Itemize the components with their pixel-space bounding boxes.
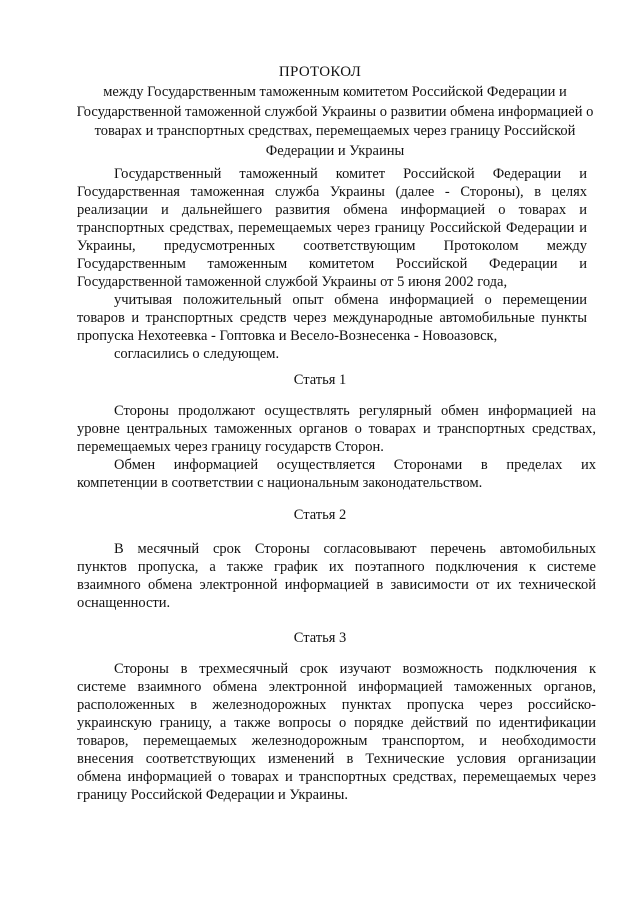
article-1-heading: Статья 1: [293, 372, 347, 388]
preamble-line: согласились о следующем.: [114, 346, 280, 362]
article-3-line: товаров, перемещаемых железнодорожным транспортом, и необходимости: [77, 733, 596, 749]
article-1-line: перемещаемых через границу государств Сторон.: [77, 439, 384, 455]
article-3-line: украинскую границу, а также вопросы о порядке действий по идентификации: [77, 715, 596, 731]
article-3-heading: Статья 3: [293, 630, 347, 646]
article-3-line: расположенных в железнодорожных пунктах пропуска через российско-: [77, 697, 596, 713]
article-3-line: Стороны в трехмесячный срок изучают возможность подключения к: [114, 661, 596, 677]
preamble-line: Государственный таможенный комитет Российской Федерации и: [114, 166, 587, 182]
article-2-line: В месячный срок Стороны согласовывают перечень автомобильных: [114, 541, 596, 557]
article-2-line: оснащенности.: [77, 595, 171, 611]
document-subtitle: между Государственным таможенным комитетом Российской Федерации и Государственной таможенной службой Украины о развитии обмена информацией о товарах и транспортных средствах, перемещаемых через границу Российской Федерации и Украины: [76, 84, 594, 159]
article-1-line: Стороны продолжают осуществлять регулярный обмен информацией на: [114, 403, 596, 419]
article-1-line: Обмен информацией осуществляется Сторонами в пределах их: [114, 457, 596, 473]
preamble-line: Государственным таможенным комитетом Российской Федерации и: [77, 256, 587, 272]
article-3-line: обмена информацией о товарах и транспортных средствах, перемещаемых через: [77, 769, 596, 785]
document-title: ПРОТОКОЛ: [278, 64, 362, 80]
article-2-heading: Статья 2: [293, 507, 347, 523]
preamble-line: пропуска Нехотеевка - Гоптовка и Весело-Вознесенка - Новоазовск,: [77, 328, 498, 344]
preamble-line: Государственная таможенная служба Украины (далее - Стороны), в целях: [77, 184, 587, 200]
preamble-line: Украины, предусмотренных соответствующим Протоколом между: [77, 238, 587, 254]
preamble-line: товаров и транспортных средств через международные автомобильные пункты: [77, 310, 587, 326]
article-2-line: пунктов пропуска, а также график их поэтапного подключения к системе: [77, 559, 596, 575]
preamble-line: реализации и дальнейшего развития обмена информацией о товарах и: [77, 202, 587, 218]
article-1-line: уровне центральных таможенных органов о товарах и транспортных средствах,: [77, 421, 596, 437]
article-3-line: системе взаимного обмена электронной информацией таможенных органов,: [77, 679, 596, 695]
article-3-line: внесения соответствующих изменений в Технические условия организации: [77, 751, 596, 767]
article-1-line: компетенции в соответствии с национальным законодательством.: [77, 475, 483, 491]
preamble-line: транспортных средствах, перемещаемых через границу Российской Федерации и: [77, 220, 587, 236]
article-3-line: границу Российской Федерации и Украины.: [77, 787, 348, 803]
preamble-line: Государственной таможенной службой Украины от 5 июня 2002 года,: [77, 274, 508, 290]
preamble-line: учитывая положительный опыт обмена информацией о перемещении: [114, 292, 587, 308]
article-2-line: взаимного обмена электронной информацией в зависимости от их технической: [77, 577, 596, 593]
